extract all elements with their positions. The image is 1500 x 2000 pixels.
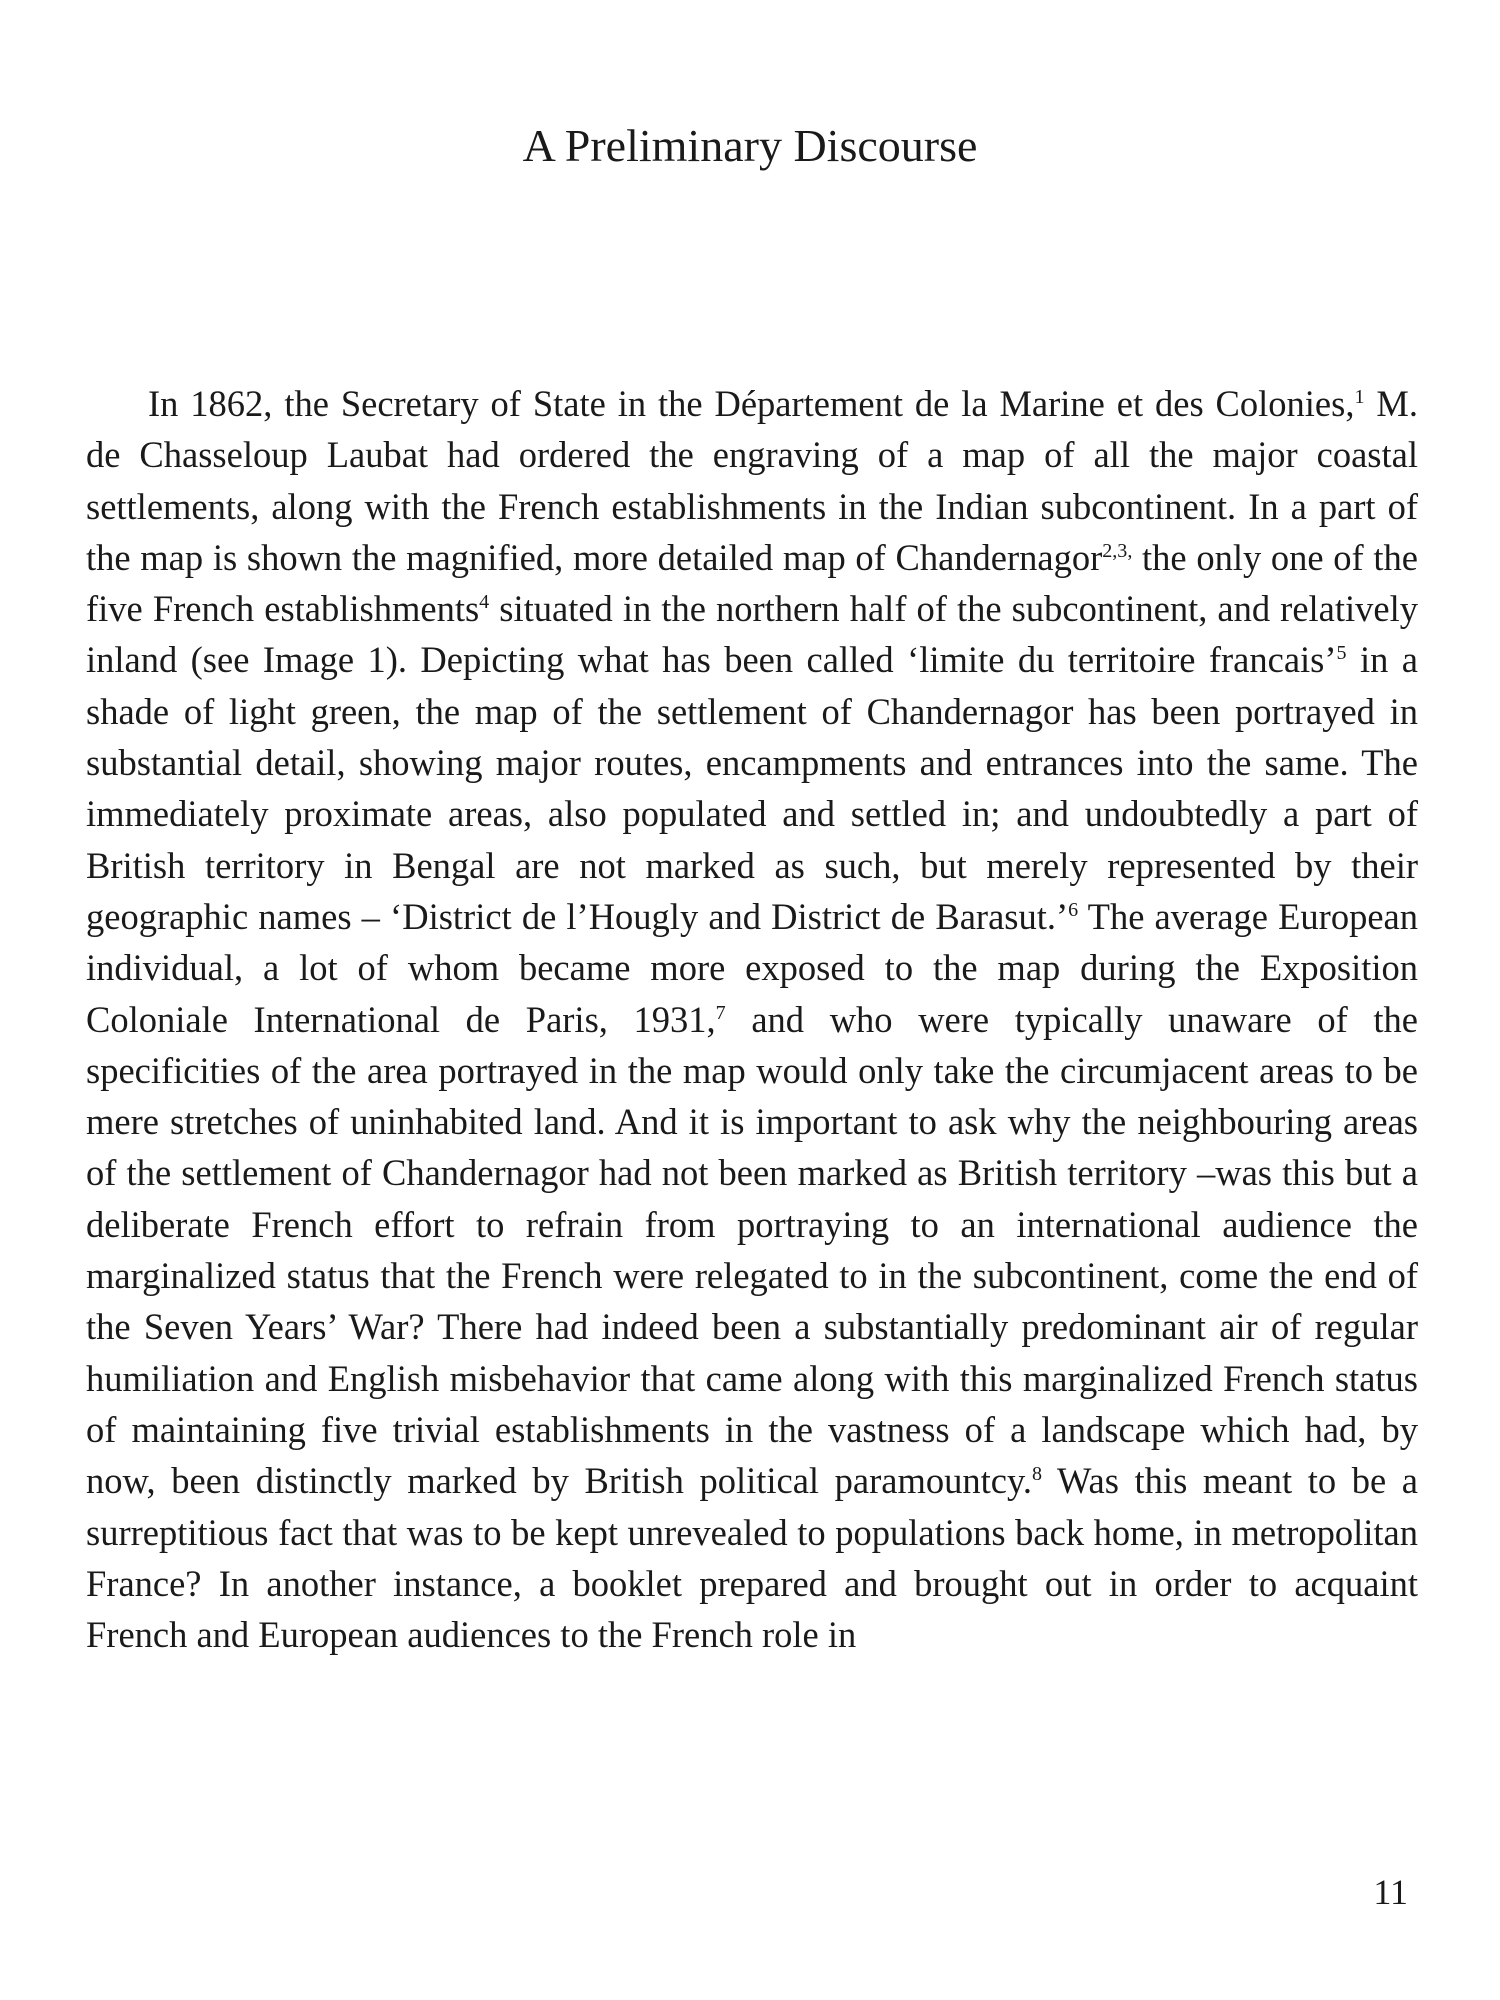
- text-segment: The average European individual, a lot of whom became more exposed to the map during the Exposition Coloniale International de Paris, 1931,: [86, 895, 1418, 1040]
- text-segment: In 1862, the Secretary of State in the Département de la Marine et des Colonies,: [148, 383, 1355, 424]
- text-segment: in a shade of light green, the map of the settlement of Chandernagor has been portrayed in substantial detail, showing major routes, encampments and entrances into the same. The immediately proximate areas, also populated and settled in; and undoubtedly a part of British territory in Bengal are not marked as such, but merely represented by their geographic names – ‘District de l’Hougly and District de Barasut.’: [86, 639, 1418, 937]
- text-segment: situated in the northern half of the subcontinent, and relatively inland (see Image 1). Depicting what has been called ‘limite du territoire francais’: [86, 588, 1418, 681]
- footnote-marker: 2,3,: [1102, 539, 1133, 562]
- footnote-marker: 7: [715, 1001, 726, 1024]
- text-segment: and who were typically unaware of the specificities of the area portrayed in the map would only take the circumjacent areas to be mere stretches of uninhabited land. And it is important to ask why the neighbouring areas of the settlement of Chandernagor had not been marked as British territory –was this but a deliberate French effort to refrain from portraying to an international audience the marginalized status that the French were relegated to in the subcontinent, come the end of the Seven Years’ War? There had indeed been a substantially predominant air of regular humiliation and English misbehavior that came along with this marginalized French status of maintaining five trivial establishments in the vastness of a landscape which had, by now, been distinctly marked by British political paramountcy.: [86, 998, 1418, 1502]
- footnote-marker: 4: [479, 591, 490, 614]
- footnote-marker: 1: [1354, 385, 1365, 408]
- text-segment: the only one of the five French establishments: [86, 536, 1418, 630]
- body-paragraph: [86, 378, 1418, 1660]
- footnote-marker: 6: [1068, 898, 1079, 921]
- footnote-marker: 5: [1336, 642, 1347, 665]
- footnote-marker: 8: [1031, 1463, 1043, 1486]
- text-segment: Was this meant to be a surreptitious fact that was to be kept unrevealed to populations back home, in metropolitan France? In another instance, a booklet prepared and brought out in order to acquaint French and European audiences to the French role in: [86, 1460, 1418, 1656]
- page-number: 11: [1373, 1872, 1408, 1912]
- chapter-title: A Preliminary Discourse: [522, 120, 978, 171]
- text-segment: M. de Chasseloup Laubat had ordered the engraving of a map of all the major coastal settlements, along with the French establishments in the Indian subcontinent. In a part of the map is shown the magnified, more detailed map of Chandernagor: [86, 383, 1418, 578]
